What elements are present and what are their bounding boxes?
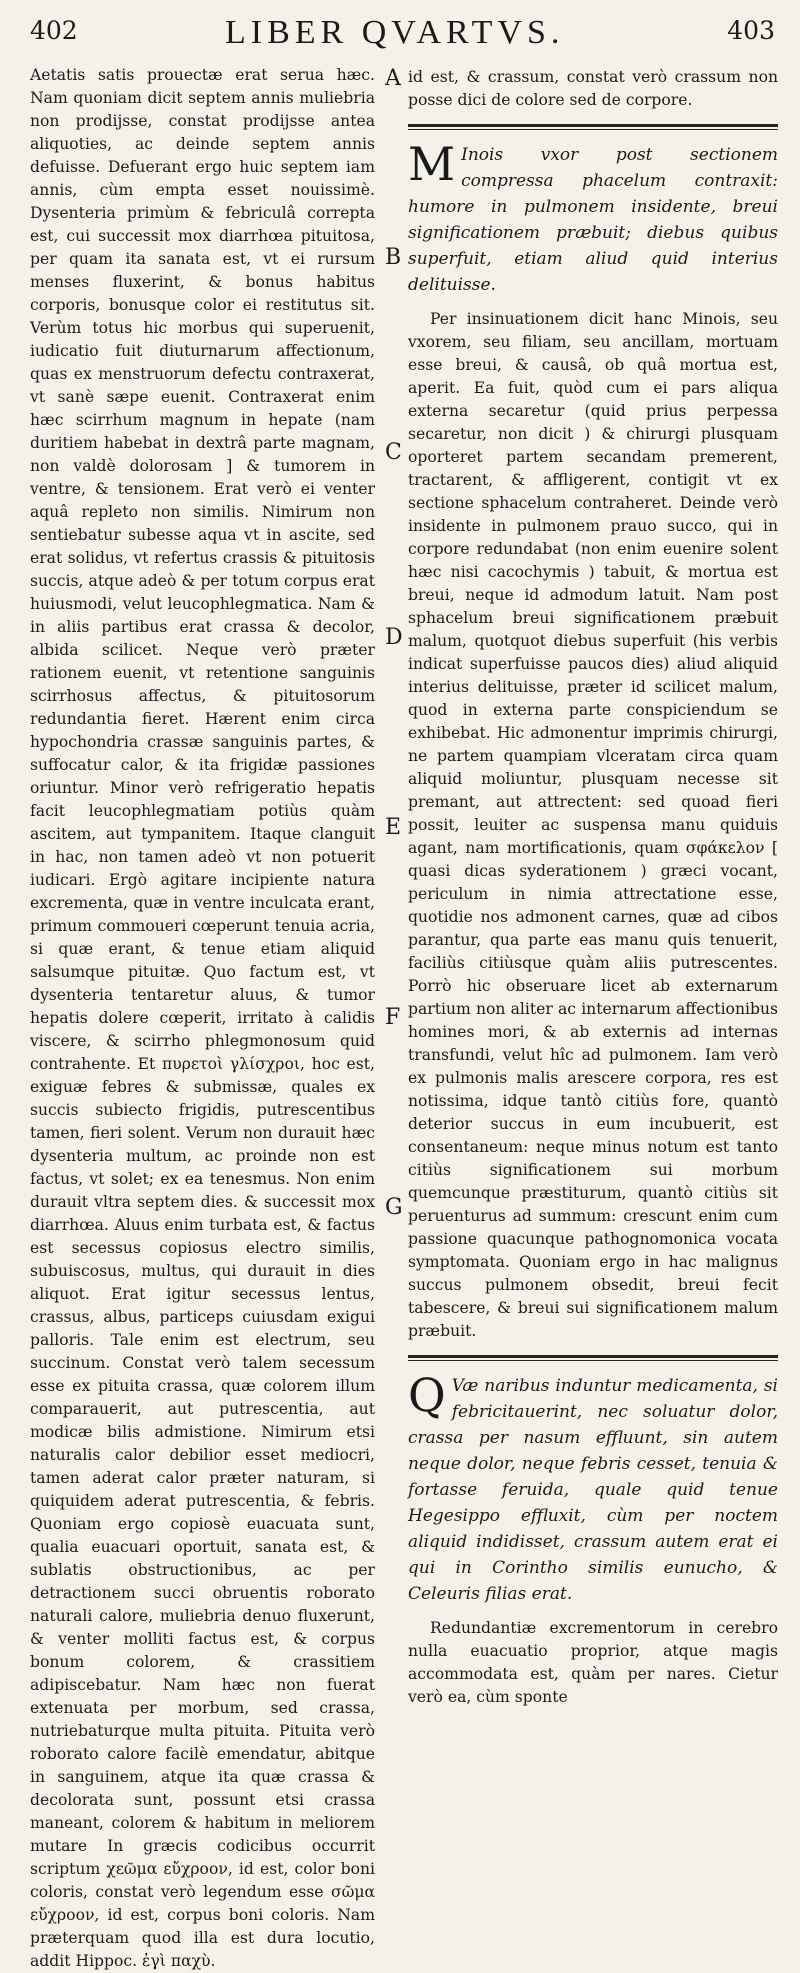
margin-letter-c: C <box>385 440 402 465</box>
margin-letter-f: F <box>385 1005 401 1030</box>
continuation-text: id est, & crassum, constat verò crassum non posse dici de colore sed de corpore. <box>408 68 778 109</box>
margin-letter-g: G <box>385 1195 403 1220</box>
section-rule-1 <box>408 124 778 130</box>
margin-letter-e: E <box>385 815 402 840</box>
left-column <box>30 64 375 1973</box>
dropcap-q: Q <box>408 1368 446 1422</box>
page-number-right: 403 <box>727 16 775 45</box>
left-paragraph: Aetatis satis prouectæ erat serua hæc. Nam quoniam dicit septem annis muliebria non prodijsse, constat prodijsse antea aliquoties, ac deinde septem annis defuisse. Defuerant ergo huic septem iam annis, cùm empta esset nouissimè. Dysenteria primùm & febriculâ correpta est, cui successit mox diarrhœa pituitosa, per quam ita sanata est, vt ei rursum menses fluxerint, & bonus habitus corporis, bonusque color ei restitutus sit. Verùm totus hic morbus qui superuenit, iudicatio fuit diuturnarum affectionum, quas ex menstruorum defectu contraxerat, vt sanè sæpe euenit. Contraxerat enim hæc scirrhum magnum in hepate (nam duritiem habebat in dextrâ parte magnam, non valdè dolorosam ] & tumorem in ventre, & tensionem. Erat verò ei venter aquâ repleto non similis. Nimirum non sentiebatur subesse aqua vt in ascite, sed erat solidus, vt refertus crassis & pituitosis succis, atque adeò & per totum corpus erat huiusmodi, velut leucophlegmatica. Nam & in aliis partibus erat crassa & decolor, albida scilicet. Neque verò præter rationem euenit, vt retentione sanguinis scirrhosus affectus, & pituitosorum redundantia fieret. Hærent enim circa hypochondria crassæ sanguinis partes, & suffocatur calor, & ita frigidæ passiones oriuntur. Minor verò refrigeratio hepatis facit leucophlegmatiam potiùs quàm ascitem, aut tympanitem. Itaque clanguit in hac, non tamen adeò vt non potuerit iudicari. Ergò agitare incipiente natura excrementa, quæ in ventre inculcata erant, primum commoueri cœperunt tenuia acria, si quæ erant, & tenue etiam aliquid salsumque pituitæ. Quo factum est, vt dysenteria tentaretur aluus, & tumor hepatis dolere cœperit, irritato à calidis viscere, & scirrho phlegmonosum quid contrahente. Et πυρετοὶ γλίσχροι, hoc est, exiguæ febres & submissæ, quales ex succis subiecto frigidis, putrescentibus tamen, fieri solent. Verum non durauit hæc dysenteria multum, ac proinde non est factus, vt solet; ex ea tenesmus. Non enim durauit vltra septem dies. & successit mox diarrhœa. Aluus enim turbata est, & factus est secessus copiosus electro similis, subuiscosus, multus, qui durauit in dies aliquot. Erat igitur secessus lentus, crassus, albus, particeps cuiusdam exigui palloris. Tale enim est electrum, seu succinum. Constat verò talem secessum esse ex pituita crassa, quæ colorem illum comparauerit, aut putrescentia, aut modicæ bilis admistione. Nimirum etsi naturalis calor debilior esset mediocri, tamen aderat calor præter naturam, si quiquidem aderat putrescentia, & febris. Quoniam ergo copiosè euacuata sunt, qualia euacuari oportuit, sanata est, & sublatis obstructionibus, ac per detractionem succi obruentis roborato naturali calore, muliebria denuo fluxerunt, & venter molliti factus est, & corpus bonum colorem, & crassitiem adipiscebatur. Nam hæc non fuerat extenuata per morbum, sed crassa, nutriebaturque multa pituita. Pituita verò roborato calore facilè emendatur, abitque in sanguinem, atque ita quæ crassa & decolorata sunt, possunt etsi crassa maneant, colorem & habitum in meliorem mutare In græcis codicibus occurrit scriptum χεῶμα εὔχροον, id est, color boni coloris, constat verò legendum esse σῶμα εὔχροον, id est, corpus boni coloris. Nam præterquam quod illa est dura locutio, addit Hippoc. ἐγὶ παχὺ. <box>30 66 375 1970</box>
lemma-2-text: Væ naribus induntur medicamenta, si febricitauerint, nec soluatur dolor, crassa per nasum effluunt, sin autem neque dolor, neque febris cesset, tenuia & fortasse feruida, quale quid tenue Hegesippo effluxit, cùm per noctem aliquid indidisset, crassum autem erat ei qui in Corintho similis eunucho, & Celeuris filias erat. <box>408 1376 778 1604</box>
dropcap-m: M <box>408 137 456 191</box>
lemma-2 <box>408 1368 778 1607</box>
lemma-1 <box>408 137 778 298</box>
margin-letter-d: D <box>385 625 403 650</box>
right-column <box>408 66 778 1709</box>
lemma-1-text: Inois vxor post sectionem compressa phacelum contraxit: humore in pulmonem insidente, breui significationem præbuit; diebus quibus superfuit, etiam aliud quid interius delituisse. <box>408 145 778 295</box>
commentary-1: Per insinuationem dicit hanc Minois, seu vxorem, seu filiam, seu ancillam, mortuam esse breui, & causâ, ob quâ mortua est, aperit. Ea fuit, quòd cum ei pars aliqua externa secaretur (quid prius perpessa secaretur, non dicit ) & chirurgi plusquam oporteret partem secandam premerent, tractarent, & affligerent, contigit vt ex sectione sphacelum contraheret. Deinde verò insidente in pulmonem prauo succo, qui in corpore redundabat (non enim euenire solent hæc nisi cacochymis ) tabuit, & mortua est breui, neque id admodum latuit. Nam post sphacelum breui significationem præbuit malum, quotquot diebus superfuit (his verbis indicat superfuisse paucos dies) aliud aliquid interius delituisse, præter id scilicet malum, quod in externa parte conspiciendum se exhibebat. Hic admonentur imprimis chirurgi, ne partem quampiam vlceratam circa quam aliquid moliuntur, plusquam necesse sit premant, aut attrectent: sed quoad fieri possit, leuiter ac suspensa manu quiduis agant, nam mortificationis, quam σφάκελον [ quasi dicas syderationem ) græci vocant, periculum in nimia attrectatione esse, quotidie nos admonent carnes, quæ ad cibos parantur, qua parte eas manu quis tenuerit, faciliùs citiùsque quàm aliis putrescentes. Porrò hic obseruare licet ab externarum partium non aliter ac internarum affectionibus homines mori, & ab externis ad internas transfundi, velut hîc ad pulmonem. Iam verò ex pulmonis malis arescere corpora, res est notissima, idque tantò citiùs fore, quantò deterior succus in eum incubuerit, est consentaneum: neque minus notum est tanto citiùs significationem sui morbum quemcunque præstiturum, quantò citiùs sit peruenturus ad summum: crescunt enim cum passione quacunque pathognomonica vocata symptomata. Quoniam ergo in hac malignus succus pulmonem obsedit, breui fecit tabescere, & breui sui significationem malum præbuit. <box>408 310 778 1340</box>
page-header <box>30 14 775 54</box>
margin-letter-b: B <box>385 245 402 270</box>
page-number-left: 402 <box>30 16 78 45</box>
running-title: LIBER QVARTVS. <box>225 14 565 51</box>
margin-letter-a: A <box>385 66 401 91</box>
commentary-2: Redundantiæ excrementorum in cerebro nulla euacuatio proprior, atque magis accommodata est, quàm per nares. Cietur verò ea, cùm sponte <box>408 1619 778 1706</box>
section-rule-2 <box>408 1355 778 1361</box>
